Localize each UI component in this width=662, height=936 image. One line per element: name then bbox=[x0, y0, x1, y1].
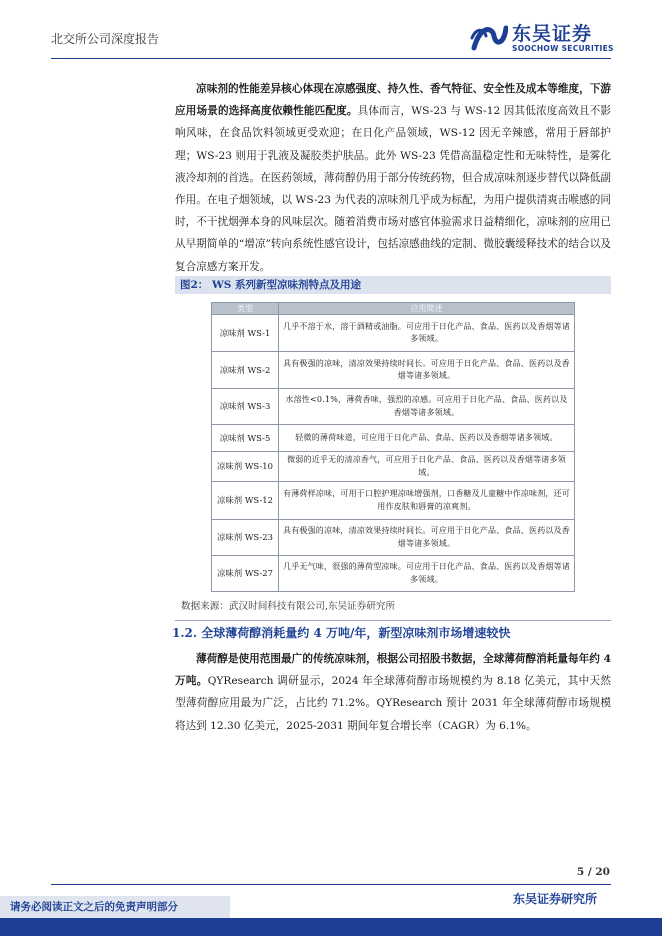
section-divider bbox=[175, 620, 611, 621]
figure-source: 数据来源：武汉时间科技有限公司,东吴证券研究所 bbox=[181, 601, 396, 612]
footer-band bbox=[0, 918, 662, 936]
row-desc: 水溶性<0.1%，薄荷香味，强烈的凉感。可应用于日化产品、食品、医药以及香烟等诸多领域。 bbox=[279, 389, 575, 425]
intro-paragraph bbox=[175, 78, 611, 278]
row-desc: 几乎不溶于水，溶于酒精或油脂。可应用于日化产品、食品、医药以及香烟等诸多领域。 bbox=[279, 315, 575, 352]
row-type: 凉味剂 WS-12 bbox=[212, 482, 279, 520]
footer-divider bbox=[51, 884, 611, 885]
market-paragraph bbox=[175, 648, 611, 737]
row-type: 凉味剂 WS-1 bbox=[212, 315, 279, 352]
figure-title: 图2： WS 系列新型凉味剂特点及用途 bbox=[180, 279, 361, 291]
row-type: 凉味剂 WS-2 bbox=[212, 352, 279, 389]
row-type: 凉味剂 WS-10 bbox=[212, 452, 279, 482]
row-desc: 具有极强的凉味，清凉效果持续时间长。可应用于日化产品、食品、医药以及香烟等诸多领域。 bbox=[279, 520, 575, 556]
table-row bbox=[212, 482, 575, 520]
table-row bbox=[212, 425, 575, 452]
intro-lead: 凉味剂的性能差异核心体现在凉感强度、持久性、香气特征、安全性及成本等维度，下游应用场景的选择高度依赖性能匹配度。 bbox=[175, 83, 611, 118]
row-desc: 几乎无气味，很强的薄荷型凉味。可应用于日化产品、食品、医药以及香烟等诸多领域。 bbox=[279, 556, 575, 592]
page-number: 5 / 20 bbox=[576, 866, 610, 878]
brand-name-cn: 东吴证券 bbox=[512, 22, 593, 45]
table-row bbox=[212, 520, 575, 556]
ws-coolant-table bbox=[211, 302, 575, 592]
market-body: QYResearch 调研显示，2024 年全球薄荷醇市场规模约为 8.18 亿美元，其中天然型薄荷醇应用最为广泛，占比约 71.2%。QYResearch 预计 2031 年全球薄荷醇市场规模将达到 12.30 亿美元，2025-2031 期间年复合增长率（CAGR）为 6.1%。 bbox=[175, 675, 611, 732]
report-type-label: 北交所公司深度报告 bbox=[51, 32, 160, 46]
row-type: 凉味剂 WS-23 bbox=[212, 520, 279, 556]
row-type: 凉味剂 WS-3 bbox=[212, 389, 279, 425]
table-row bbox=[212, 389, 575, 425]
column-header-type: 类型 bbox=[212, 303, 279, 315]
footer-org: 东吴证券研究所 bbox=[513, 892, 598, 906]
table-row bbox=[212, 452, 575, 482]
table-row bbox=[212, 315, 575, 352]
table-row bbox=[212, 556, 575, 592]
row-desc: 具有极强的凉味，清凉效果持续时间长。可应用于日化产品、食品、医药以及香烟等诸多领域。 bbox=[279, 352, 575, 389]
brand-logo-icon bbox=[470, 22, 508, 54]
brand-logo bbox=[470, 22, 614, 54]
row-desc: 微弱的近乎无的清凉香气，可应用于日化产品、食品、医药以及香烟等诸多领域。 bbox=[279, 452, 575, 482]
row-desc: 轻微的薄荷味道，可应用于日化产品、食品、医药以及香烟等诸多领域。 bbox=[279, 425, 575, 452]
section-title: 1.2. 全球薄荷醇消耗量约 4 万吨/年，新型凉味剂市场增速较快 bbox=[172, 626, 511, 640]
row-type: 凉味剂 WS-5 bbox=[212, 425, 279, 452]
header-divider bbox=[51, 58, 611, 59]
row-type: 凉味剂 WS-27 bbox=[212, 556, 279, 592]
market-lead: 薄荷醇是使用范围最广的传统凉味剂，根据公司招股书数据，全球薄荷醇消耗量每年约 4 万吨。 bbox=[175, 653, 611, 688]
brand-name-en: SOOCHOW SECURITIES bbox=[512, 43, 614, 53]
table-header-row bbox=[212, 303, 575, 315]
row-desc: 有薄荷样凉味，可用于口腔护理凉味增强剂，口香糖及儿童糖中作凉味剂，还可用作皮肤和唇膏的凉爽剂。 bbox=[279, 482, 575, 520]
table-row bbox=[212, 352, 575, 389]
disclaimer-text: 请务必阅读正文之后的免责声明部分 bbox=[10, 901, 178, 913]
intro-body: 具体而言，WS-23 与 WS-12 因其低浓度高效且不影响风味，在食品饮料领域更受欢迎；在日化产品领域，WS-12 因无辛辣感，常用于唇部护理；WS-23 则用于乳液及凝胶类护肤品。此外 WS-23 凭借高温稳定性和无味特性，是雾化液冷却剂的首选。在医药领域，薄荷醇仍用于部分传统药物，但合成凉味剂逐步替代以降低副作用。在电子烟领域，以 WS-23 为代表的凉味剂几乎成为标配，为用户提供清爽击喉感的同时，不干扰烟弹本身的风味层次。随着消费市场对感官体验需求日益精细化，凉味剂的应用已从早期简单的“增凉”转向系统性感官设计，包括凉感曲线的定制、微胶囊缓释技术的结合以及复合凉感方案开发。 bbox=[175, 105, 611, 273]
column-header-desc: 应用简述 bbox=[279, 303, 575, 315]
